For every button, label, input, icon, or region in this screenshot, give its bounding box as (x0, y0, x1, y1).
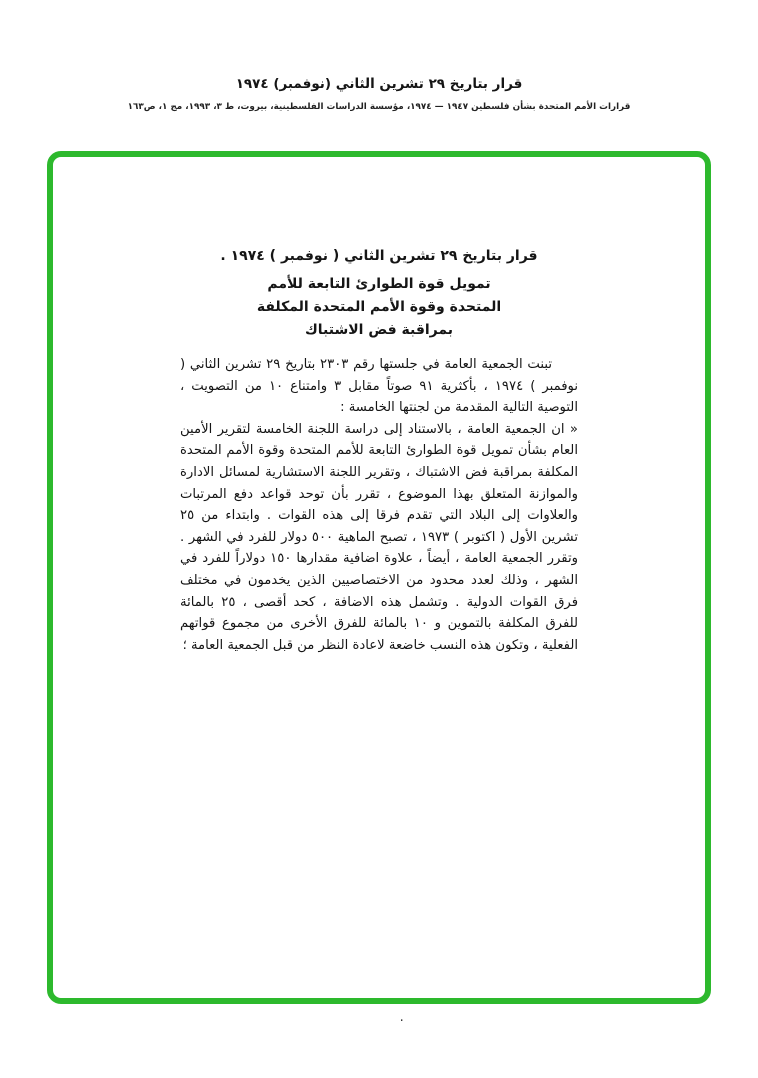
source-citation: قرارات الأمم المتحدة بشأن فلسطين ١٩٤٧ — ١٩٧٤، مؤسسة الدراسات الفلسطينية، بيروت، ط ٣، ١٩٩٣، مج ١، ص١٦٣ (127, 102, 631, 112)
page-header (0, 76, 758, 112)
paragraph-resolution: « ان الجمعية العامة ، بالاستناد إلى دراسة اللجنة الخامسة لتقرير الأمين العام بشأن تمويل قوة الطوارئ التابعة للأمم المتحدة وقوة الأمم المتحدة المكلفة بمراقبة فض الاشتباك ، وتقرير اللجنة الاستشارية لمسائل الادارة والموازنة المتعلق بهذا الموضوع ، تقرر بأن توحد قواعد دفع المرتبات والعلاوات إلى البلاد التي تقدم فرقا إلى هذه القوات . وابتداء من ٢٥ تشرين الأول ( اكتوبر ) ١٩٧٣ ، تصبح الماهية ٥٠٠ دولار للفرد في الشهر . وتقرر الجمعية العامة ، أيضاً ، علاوة اضافية مقدارها ١٥٠ دولاراً للفرد في الشهر ، وذلك لعدد محدود من الاختصاصيين الذين يخدمون في مختلف فرق القوات الدولية . وتشمل هذه الاضافة ، كحد أقصى ، ٢٥ بالمائة للفرق المكلفة بالتموين و ١٠ بالمائة للفرق الأخرى من مجموع قواتهم الفعلية ، وتكون هذه النسب خاضعة لاعادة النظر من قبل الجمعية العامة ؛ (180, 421, 579, 653)
paragraph-preamble: تبنت الجمعية العامة في جلستها رقم ٢٣٠٣ بتاريخ ٢٩ تشرين الثاني ( نوفمبر ) ١٩٧٤ ، بأكثرية ٩١ صوتاً مقابل ٣ وامتناع ١٠ من التصويت ، التوصية التالية المقدمة من لجنتها الخامسة : (180, 357, 579, 416)
page-footer-mark: . (399, 1010, 404, 1025)
document-body (180, 354, 578, 656)
page-title: قرار بتاريخ ٢٩ تشرين الثاني (نوفمبر) ١٩٧٤ (235, 76, 523, 92)
document-heading: قرار بتاريخ ٢٩ تشرين الثاني ( نوفمبر ) ١٩٧٤ . (220, 248, 538, 264)
document-subheading-line-1: تمويل قوة الطوارئ التابعة للأمم (267, 276, 491, 292)
document-frame (47, 151, 711, 1004)
document-subheading-line-2: المتحدة وقوة الأمم المتحدة المكلفة (256, 299, 502, 315)
document-subheading-line-3: بمراقبة فض الاشتباك (304, 322, 454, 338)
document-content (180, 245, 578, 656)
